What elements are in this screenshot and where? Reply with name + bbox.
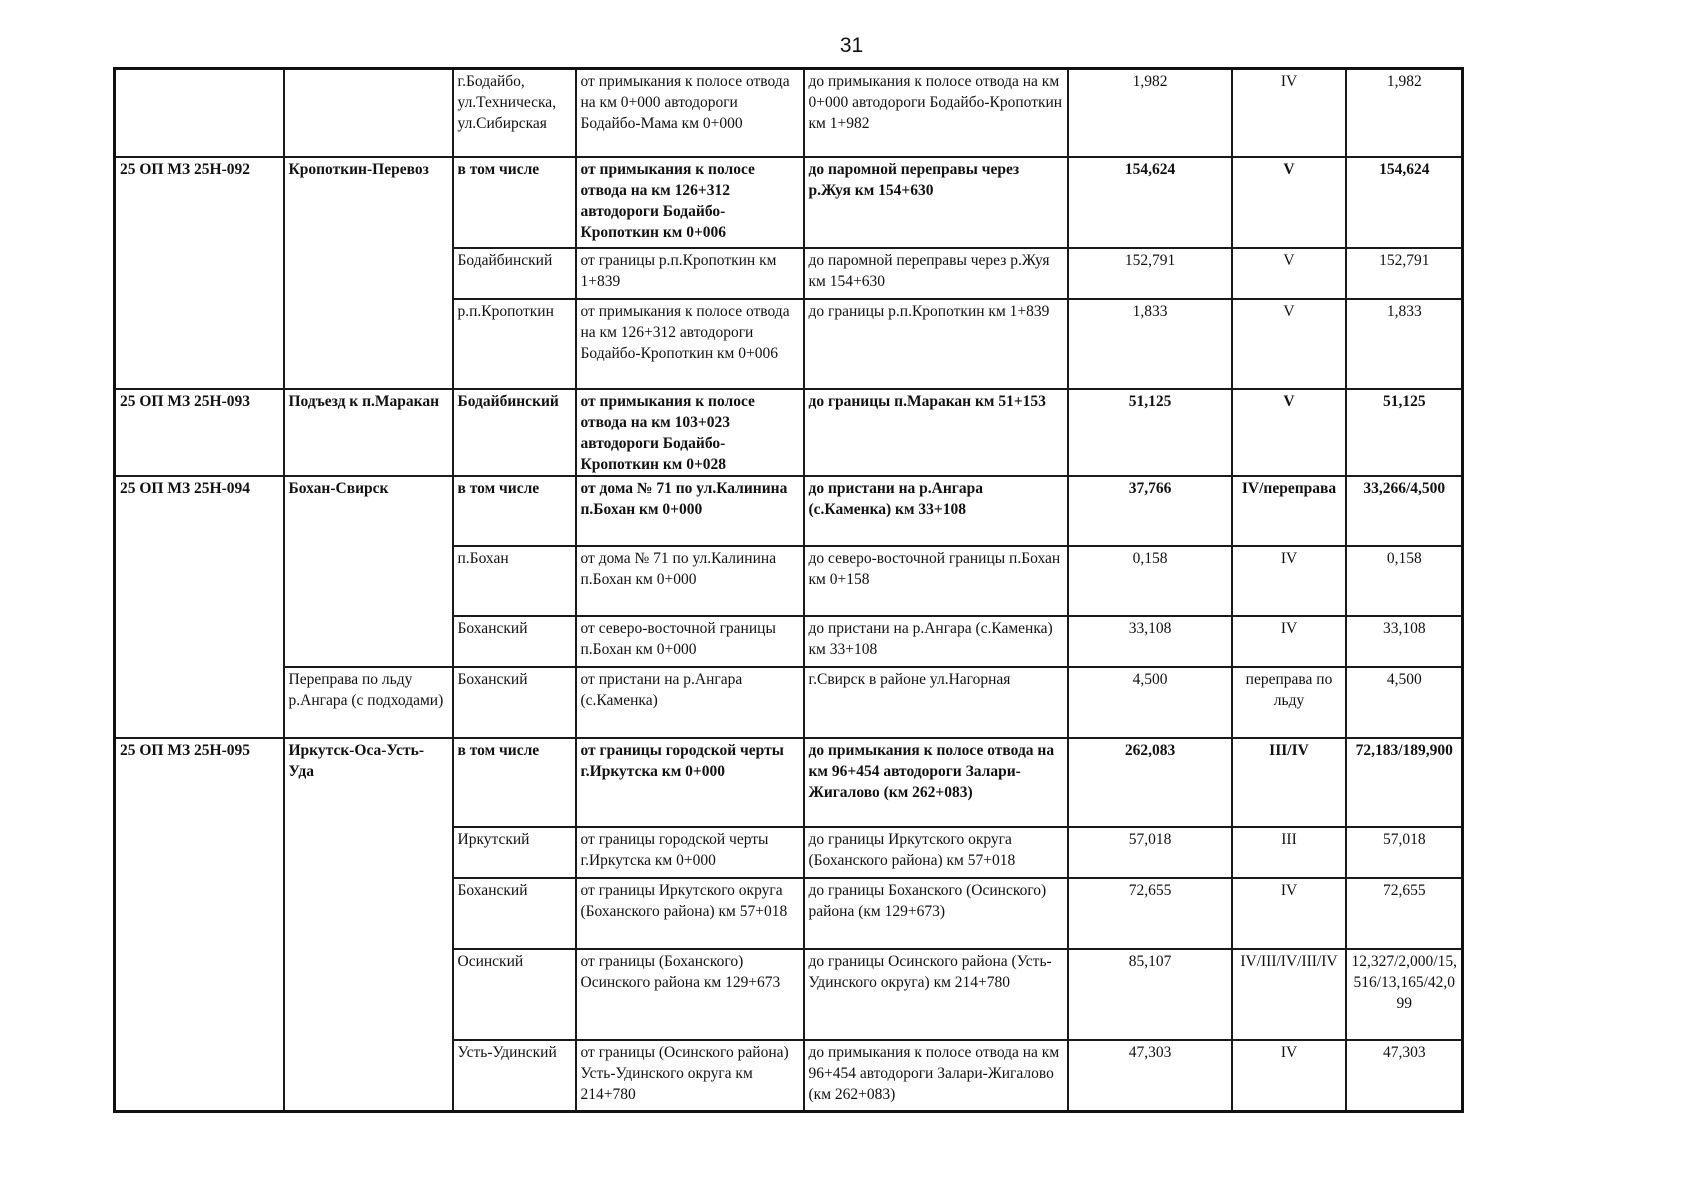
road-id-cell: 25 ОП МЗ 25Н-094 [115, 476, 284, 738]
road-id-cell: 25 ОП МЗ 25Н-095 [115, 738, 284, 1112]
category-cell: V [1232, 299, 1346, 389]
from-cell: от границы р.п.Кропоткин км 1+839 [576, 248, 804, 299]
road-id-cell: 25 ОП МЗ 25Н-092 [115, 157, 284, 389]
category-cell: IV [1232, 616, 1346, 667]
from-cell: от дома № 71 по ул.Калинина п.Бохан км 0+000 [576, 476, 804, 546]
length-cell: 51,125 [1068, 389, 1232, 476]
region-cell: Бодайбинский [453, 389, 576, 476]
from-cell: от пристани на р.Ангара (с.Каменка) [576, 667, 804, 738]
to-cell: до границы п.Маракан км 51+153 [804, 389, 1068, 476]
region-cell: п.Бохан [453, 546, 576, 616]
from-cell: от примыкания к полосе отвода на км 0+000 автодороги Бодайбо-Мама км 0+000 [576, 69, 804, 157]
length-cell: 1,982 [1068, 69, 1232, 157]
category-cell: III/IV [1232, 738, 1346, 827]
length-cell: 57,018 [1068, 827, 1232, 878]
region-cell: Осинский [453, 949, 576, 1040]
category-length-cell: 0,158 [1346, 546, 1463, 616]
table-row [115, 69, 1463, 157]
region-cell: Боханский [453, 878, 576, 949]
category-length-cell: 1,833 [1346, 299, 1463, 389]
length-cell: 1,833 [1068, 299, 1232, 389]
length-cell: 85,107 [1068, 949, 1232, 1040]
category-cell: IV [1232, 546, 1346, 616]
road-name-cell: Бохан-Свирск [284, 476, 453, 667]
region-cell: г.Бодайбо, ул.Техническа, ул.Сибирская [453, 69, 576, 157]
length-cell: 47,303 [1068, 1040, 1232, 1112]
category-length-cell: 72,183/189,900 [1346, 738, 1463, 827]
from-cell: от границы городской черты г.Иркутска км 0+000 [576, 738, 804, 827]
to-cell: до границы Осинского района (Усть-Удинского округа) км 214+780 [804, 949, 1068, 1040]
from-cell: от границы Иркутского округа (Боханского района) км 57+018 [576, 878, 804, 949]
region-cell: в том числе [453, 476, 576, 546]
length-cell: 33,108 [1068, 616, 1232, 667]
table-row [115, 738, 1463, 827]
to-cell: до границы Иркутского округа (Боханского района) км 57+018 [804, 827, 1068, 878]
region-cell: Иркутский [453, 827, 576, 878]
road-name-cell: Иркутск-Оса-Усть-Уда [284, 738, 453, 1112]
category-length-cell: 1,982 [1346, 69, 1463, 157]
table-row [115, 157, 1463, 248]
road-name-cell: Переправа по льду р.Ангара (с подходами) [284, 667, 453, 738]
from-cell: от границы (Боханского) Осинского района км 129+673 [576, 949, 804, 1040]
region-cell: Бодайбинский [453, 248, 576, 299]
category-cell: V [1232, 248, 1346, 299]
category-length-cell: 47,303 [1346, 1040, 1463, 1112]
table-row [115, 667, 1463, 738]
category-cell: III [1232, 827, 1346, 878]
length-cell: 37,766 [1068, 476, 1232, 546]
region-cell: р.п.Кропоткин [453, 299, 576, 389]
category-length-cell: 154,624 [1346, 157, 1463, 248]
category-length-cell: 4,500 [1346, 667, 1463, 738]
region-cell: Боханский [453, 667, 576, 738]
category-length-cell: 152,791 [1346, 248, 1463, 299]
length-cell: 152,791 [1068, 248, 1232, 299]
category-cell: IV [1232, 878, 1346, 949]
category-length-cell: 12,327/2,000/15,516/13,165/42,099 [1346, 949, 1463, 1040]
length-cell: 72,655 [1068, 878, 1232, 949]
from-cell: от примыкания к полосе отвода на км 103+023 автодороги Бодайбо-Кропоткин км 0+028 [576, 389, 804, 476]
category-length-cell: 57,018 [1346, 827, 1463, 878]
from-cell: от северо-восточной границы п.Бохан км 0+000 [576, 616, 804, 667]
to-cell: до примыкания к полосе отвода на км 0+000 автодороги Бодайбо-Кропоткин км 1+982 [804, 69, 1068, 157]
to-cell: до примыкания к полосе отвода на км 96+454 автодороги Залари-Жигалово (км 262+083) [804, 1040, 1068, 1112]
category-cell: IV [1232, 1040, 1346, 1112]
road-id-cell [115, 69, 284, 157]
region-cell: Боханский [453, 616, 576, 667]
to-cell: г.Свирск в районе ул.Нагорная [804, 667, 1068, 738]
category-cell: V [1232, 157, 1346, 248]
road-name-cell: Кропоткин-Перевоз [284, 157, 453, 389]
category-cell: IV [1232, 69, 1346, 157]
to-cell: до северо-восточной границы п.Бохан км 0+158 [804, 546, 1068, 616]
category-cell: V [1232, 389, 1346, 476]
to-cell: до границы р.п.Кропоткин км 1+839 [804, 299, 1068, 389]
table-row [115, 476, 1463, 546]
road-id-cell: 25 ОП МЗ 25Н-093 [115, 389, 284, 476]
region-cell: в том числе [453, 157, 576, 248]
road-name-cell [284, 69, 453, 157]
region-cell: в том числе [453, 738, 576, 827]
category-length-cell: 33,108 [1346, 616, 1463, 667]
to-cell: до паромной переправы через р.Жуя км 154+630 [804, 248, 1068, 299]
to-cell: до пристани на р.Ангара (с.Каменка) км 33+108 [804, 476, 1068, 546]
category-cell: IV/переправа [1232, 476, 1346, 546]
roads-table [113, 67, 1464, 1113]
to-cell: до границы Боханского (Осинского) района (км 129+673) [804, 878, 1068, 949]
length-cell: 0,158 [1068, 546, 1232, 616]
category-length-cell: 72,655 [1346, 878, 1463, 949]
to-cell: до паромной переправы через р.Жуя км 154+630 [804, 157, 1068, 248]
from-cell: от границы городской черты г.Иркутска км 0+000 [576, 827, 804, 878]
table-row [115, 389, 1463, 476]
length-cell: 154,624 [1068, 157, 1232, 248]
from-cell: от дома № 71 по ул.Калинина п.Бохан км 0+000 [576, 546, 804, 616]
length-cell: 262,083 [1068, 738, 1232, 827]
to-cell: до примыкания к полосе отвода на км 96+454 автодороги Залари-Жигалово (км 262+083) [804, 738, 1068, 827]
from-cell: от границы (Осинского района) Усть-Удинского округа км 214+780 [576, 1040, 804, 1112]
region-cell: Усть-Удинский [453, 1040, 576, 1112]
category-length-cell: 51,125 [1346, 389, 1463, 476]
road-name-cell: Подъезд к п.Маракан [284, 389, 453, 476]
page-number: 31 [839, 34, 864, 57]
to-cell: до пристани на р.Ангара (с.Каменка) км 33+108 [804, 616, 1068, 667]
category-cell: переправа по льду [1232, 667, 1346, 738]
from-cell: от примыкания к полосе отвода на км 126+312 автодороги Бодайбо-Кропоткин км 0+006 [576, 299, 804, 389]
length-cell: 4,500 [1068, 667, 1232, 738]
category-length-cell: 33,266/4,500 [1346, 476, 1463, 546]
category-cell: IV/III/IV/III/IV [1232, 949, 1346, 1040]
from-cell: от примыкания к полосе отвода на км 126+312 автодороги Бодайбо-Кропоткин км 0+006 [576, 157, 804, 248]
